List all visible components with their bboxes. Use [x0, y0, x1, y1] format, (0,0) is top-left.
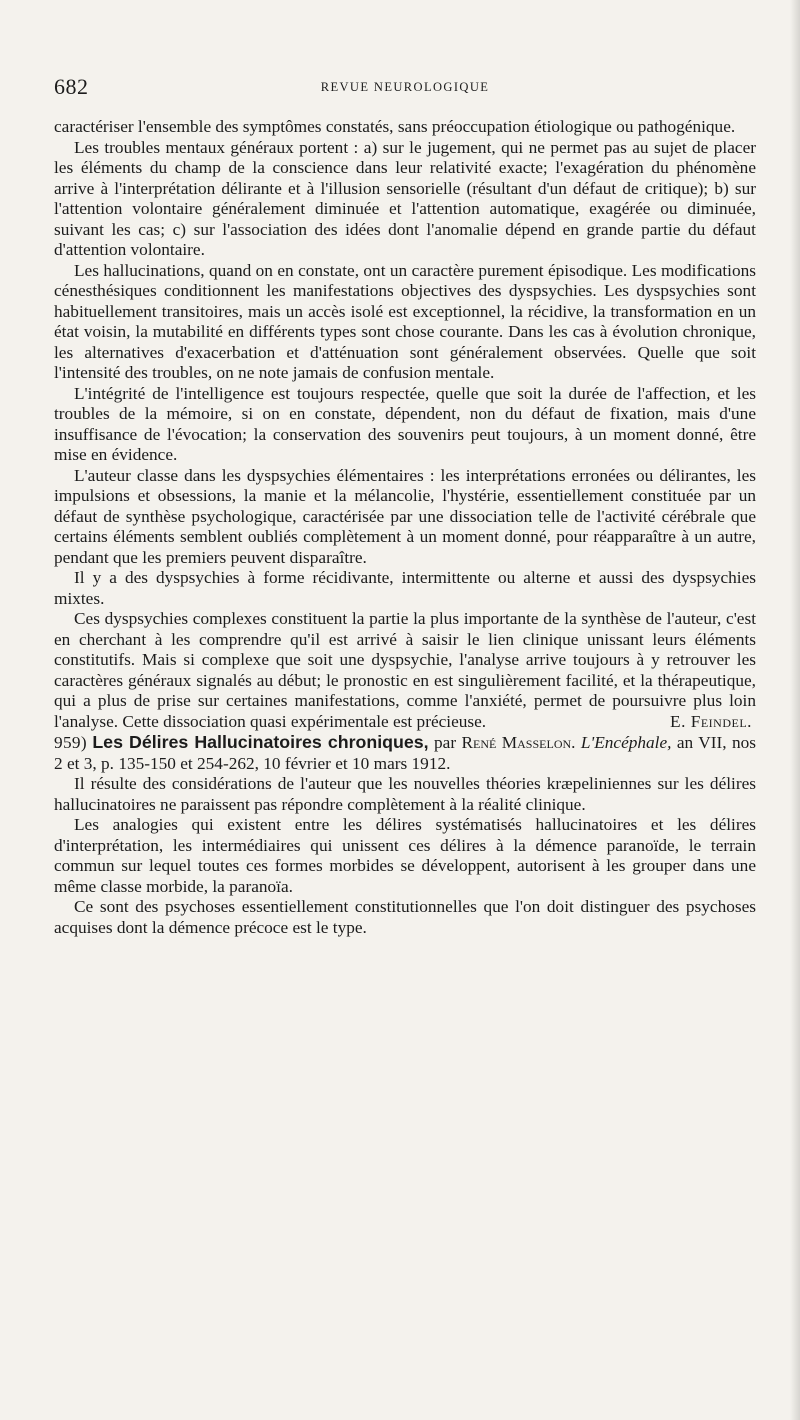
paragraph: Ce sont des psychoses essentiellement constitutionnelles que l'on doit distinguer des psychoses acquises dont la démence précoce est le type.	[54, 897, 756, 937]
paragraph: L'auteur classe dans les dyspsychies élémentaires : les interprétations erronées ou délirantes, les impulsions et obsessions, la manie et la mélancolie, l'hystérie, essentiellement constituée par un défaut de synthèse psychologique, caractérisée par une dissociation telle de l'activité cérébrale que certains éléments semblent oubliés complètement à un moment donné, pour réapparaître à un autre, pendant que les premiers peuvent disparaître.	[54, 465, 756, 567]
entry-number: 959)	[54, 733, 87, 752]
paragraph: L'intégrité de l'intelligence est toujours respectée, quelle que soit la durée de l'affection, et les troubles de la mémoire, si on en constate, dépendent, non du défaut de fixation, mais d'une insuffisance de l'évocation; la conservation des souvenirs peut toujours, à un moment donné, être mise en évidence.	[54, 383, 756, 464]
entry-title: Les Délires Hallucinatoires chroniques,	[92, 732, 429, 752]
entry-heading	[54, 732, 756, 774]
article-body	[54, 117, 756, 938]
byline-prefix: par	[434, 733, 457, 752]
paragraph: Il résulte des considérations de l'auteur que les nouvelles théories kræpeliniennes sur les délires hallucinatoires ne paraissent pas répondre complètement à la réalité clinique.	[54, 774, 756, 814]
paragraph: caractériser l'ensemble des symptômes constatés, sans préoccupation étiologique ou pathogénique.	[54, 117, 736, 136]
paragraph: Les analogies qui existent entre les délires systématisés hallucinatoires et les délires d'interprétation, les intermédiaires qui unissent ces délires à la démence paranoïde, le terrain commun sur lequel toutes ces formes morbides se développent, autorisent à les grouper dans une même classe morbide, la paranoïa.	[54, 815, 756, 896]
entry-author: René Masselon.	[461, 733, 576, 752]
page-number: 682	[54, 74, 89, 99]
paragraph: Les troubles mentaux généraux portent : a) sur le jugement, qui ne permet pas au sujet de placer les éléments du champ de la conscience dans leur relativité exacte; l'exagération du phénomène arrive à l'interprétation délirante et à l'illusion sensorielle (résultant d'un défaut de critique); b) sur l'attention volontaire généralement diminuée et l'attention automatique, exagérée ou diminuée, suivant les cas; c) sur l'association des idées dont l'anomalie dépend en grande partie du défaut d'attention volontaire.	[54, 137, 756, 259]
citation-details: an VII, nos 2 et 3, p. 135-150 et 254-262, 10 février et 10 mars 1912.	[54, 733, 757, 773]
paragraph: Les hallucinations, quand on en constate, ont un caractère purement épisodique. Les modifications cénesthésiques conditionnent les manifestations objectives des dyspsychies. Les dyspsychies sont habituellement transitoires, mais un accès isolé est exceptionnel, la récidive, la transformation en un état voisin, la mutabilité en différents types sont chose courante. Dans les cas à évolution chronique, les alternatives d'exacerbation et d'atténuation sont généralement observées. Quelle que soit l'intensité des troubles, on ne note jamais de confusion mentale.	[54, 260, 756, 382]
paragraph: Il y a des dyspsychies à forme récidivante, intermittente ou alterne et aussi des dyspsychies mixtes.	[54, 568, 756, 608]
page-edge-shadow	[790, 0, 800, 1420]
running-head: REVUE NEUROLOGIQUE	[320, 80, 490, 94]
reviewer-signature: E. Feindel.	[670, 711, 752, 731]
journal-name: L'Encéphale,	[580, 733, 672, 752]
paragraph: Ces dyspsychies complexes constituent la partie la plus importante de la synthèse de l'auteur, c'est en cherchant à les comprendre qu'il est arrivé à saisir le lien clinique unissant leurs éléments constitutifs. Mais si complexe que soit une dyspsychie, l'analyse arrive toujours à y retrouver les caractères généraux signalés au début; le pronostic en est singulièrement facilité, et la thérapeutique, qui a plus de prise sur certaines manifestations, comme l'anxiété, permet de poursuivre plus loin l'analyse. Cette dissociation quasi expérimentale est précieuse.	[54, 609, 756, 731]
page-header	[54, 74, 756, 98]
